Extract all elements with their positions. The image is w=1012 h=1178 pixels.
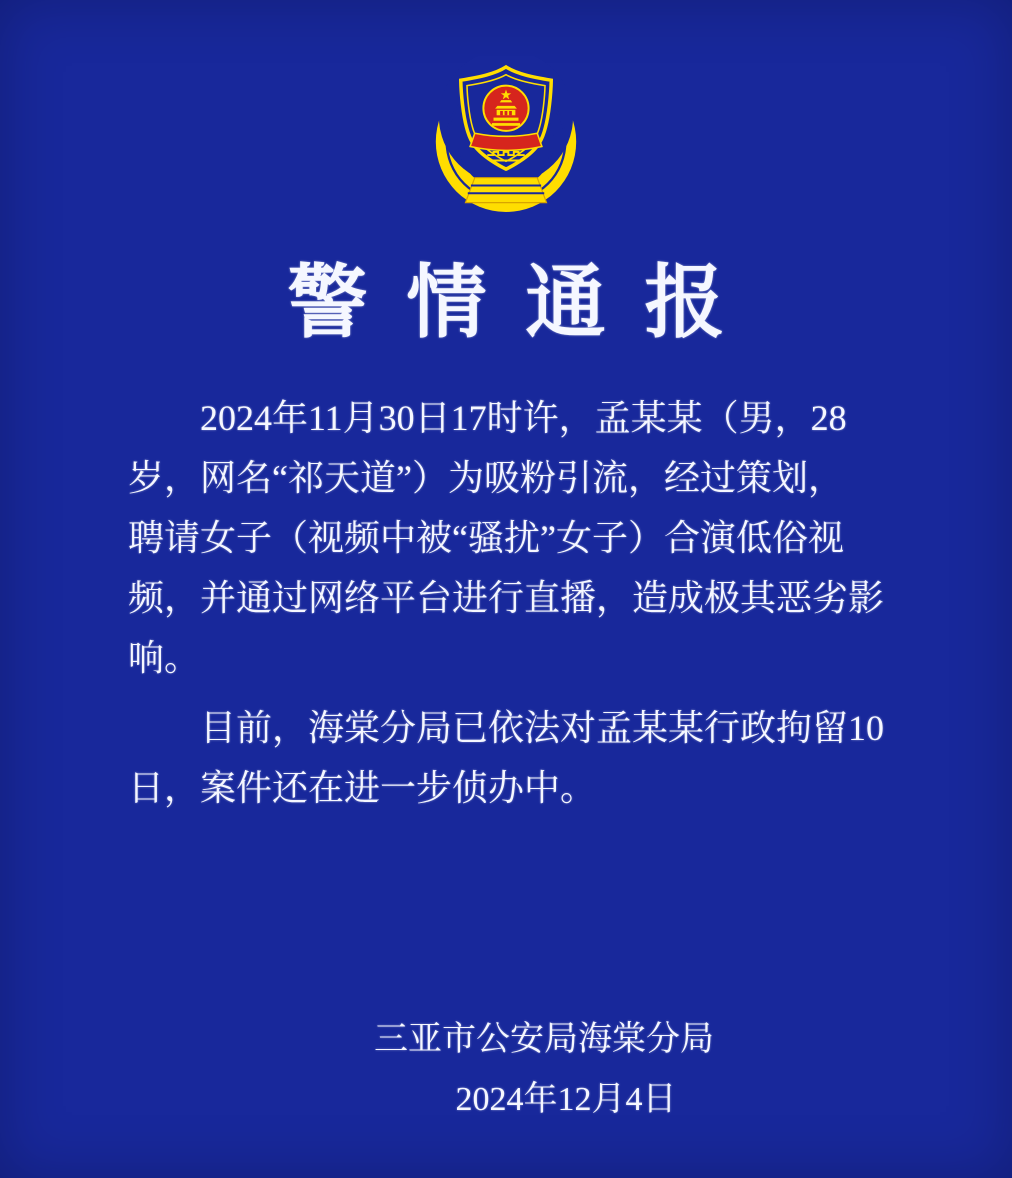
issuing-organization: 三亚市公安局海棠分局 [374, 1021, 714, 1058]
paragraph-2 [128, 698, 892, 818]
body-line: 响。 [128, 638, 201, 678]
paragraph-1 [128, 388, 892, 688]
notice-title: 警情通报 [287, 260, 764, 348]
police-badge-icon [428, 56, 584, 212]
body-line: 岁，网名“祁天道”）为吸粉引流，经过策划， [128, 458, 844, 498]
body-line: 目前，海棠分局已依法对孟某某行政拘留10 [200, 708, 885, 748]
body-line: 频，并通过网络平台进行直播，造成极其恶劣影 [128, 578, 885, 618]
police-badge-svg [428, 56, 584, 212]
body-line: 聘请女子（视频中被“骚扰”女子）合演低俗视 [128, 518, 844, 558]
notice-body [128, 388, 892, 818]
body-line: 日，案件还在进一步侦办中。 [128, 768, 597, 808]
issue-date: 2024年12月4日 [455, 1081, 677, 1118]
body-line: 2024年11月30日17时许，孟某某（男，28 [200, 398, 847, 438]
